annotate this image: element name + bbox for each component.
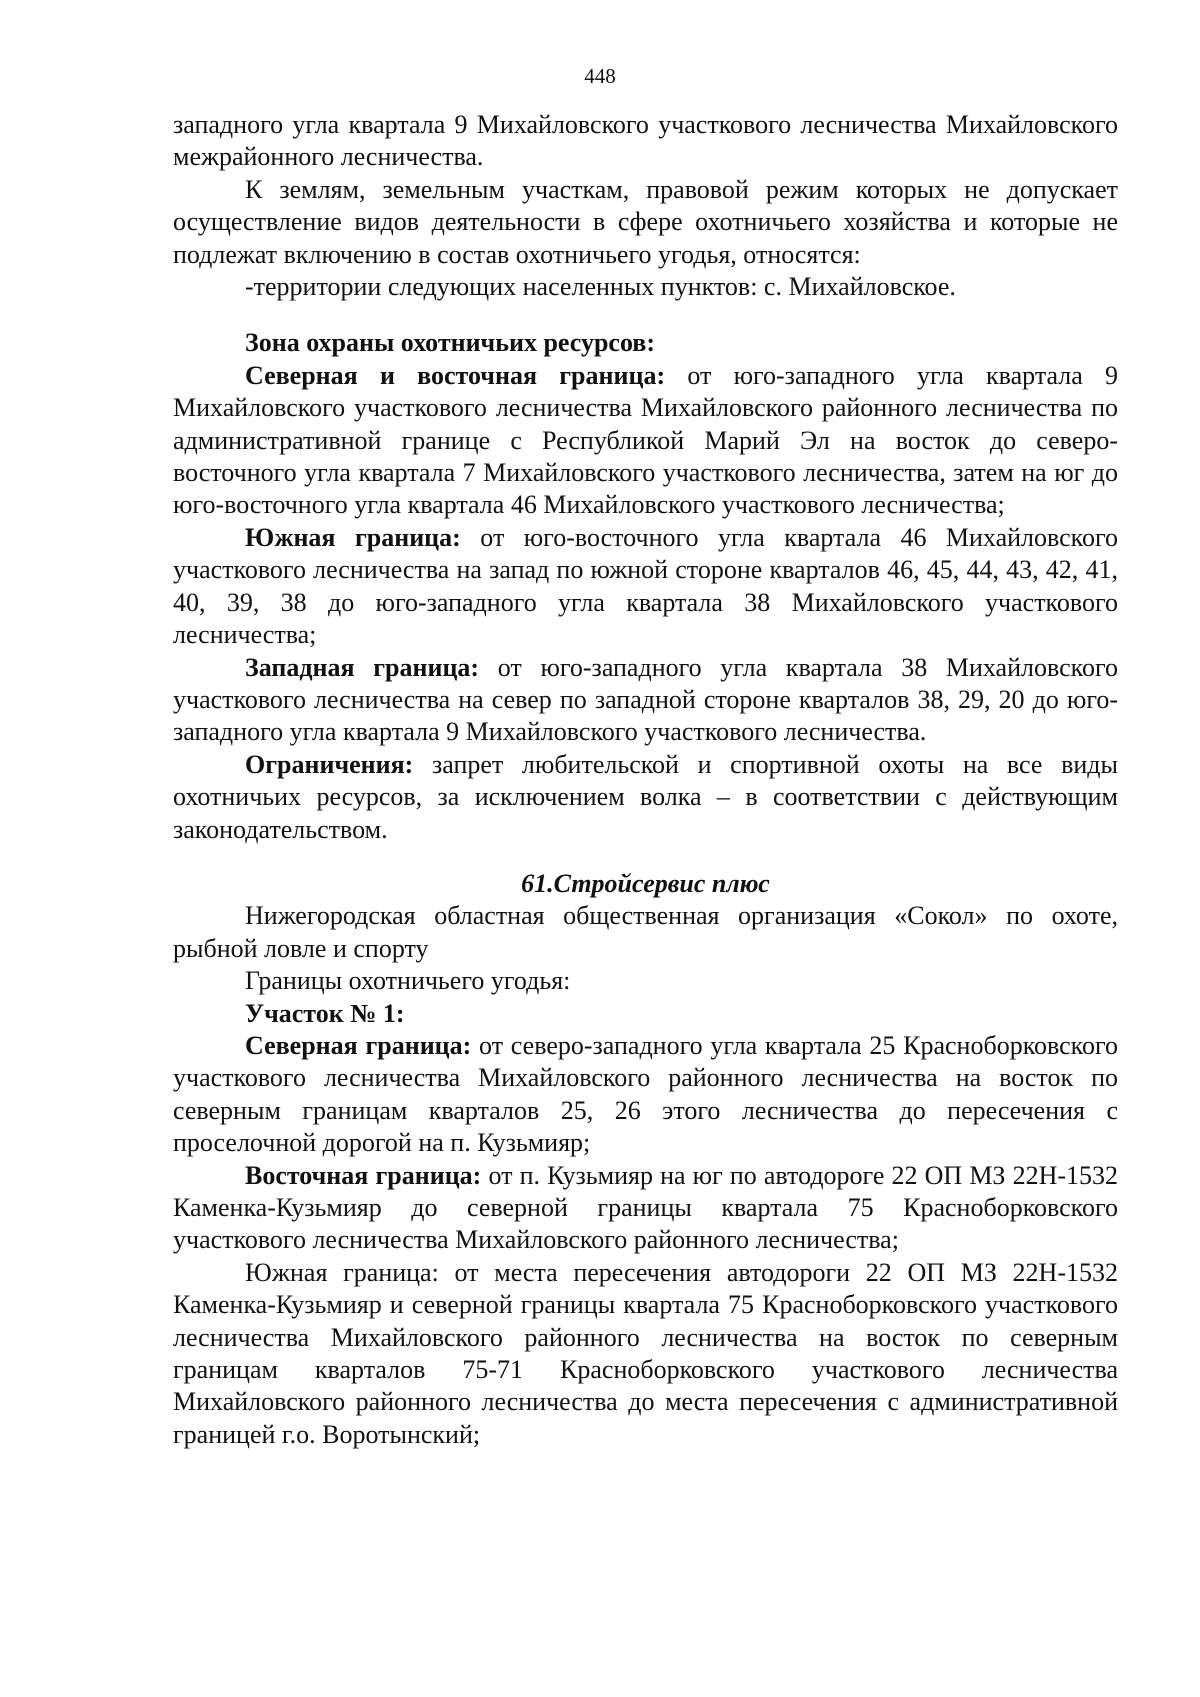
- zone-north-east-label: Северная и восточная граница:: [245, 360, 666, 390]
- section-north-boundary: [173, 1030, 1118, 1160]
- zone-south-label: Южная граница:: [245, 522, 461, 552]
- section-east-boundary: [173, 1160, 1118, 1257]
- paragraph-settlements: -территории следующих населенных пунктов: с. Михайловское.: [245, 272, 956, 302]
- zone-south-boundary: [173, 522, 1118, 652]
- zone-north-east-boundary: [173, 360, 1118, 522]
- section-organization: Нижегородская областная общественная организация «Сокол» по охоте, рыбной ловле и спорту: [173, 901, 1118, 963]
- section-east-text: от п. Кузьмияр на юг по автодороге 22 ОП МЗ 22Н-1532 Каменка-Кузьмияр до северной границы квартала 75 Красноборковского участкового лесничества Михайловского районного лесничества;: [173, 1160, 1119, 1255]
- section-plot-heading-text: Участок № 1:: [245, 998, 405, 1028]
- section-east-label: Восточная граница:: [245, 1160, 482, 1190]
- zone-restrictions-label: Ограничения:: [245, 749, 414, 779]
- document-body: [173, 109, 1118, 1451]
- zone-south-text: от юго-восточного угла квартала 46 Михайловского участкового лесничества на запад по южной стороне кварталов 46, 45, 44, 43, 42, 41, 40, 39, 38 до юго-западного угла квартала 38 Михайловского участкового лесничества;: [173, 522, 1119, 650]
- section-north-text: от северо-западного угла квартала 25 Красноборковского участкового лесничества Михайловского районного лесничества на восток по северным границам кварталов 25, 26 этого лесничества до пересечения с проселочной дорогой на п. Кузьмияр;: [173, 1030, 1118, 1158]
- paragraph-continuation: западного угла квартала 9 Михайловского участкового лесничества Михайловского межрайонного лесничества.: [173, 110, 1118, 172]
- zone-heading-text: Зона охраны охотничьих ресурсов:: [245, 328, 656, 358]
- section-north-label: Северная граница:: [245, 1030, 472, 1060]
- zone-west-label: Западная граница:: [245, 652, 480, 682]
- zone-north-east-text: от юго-западного угла квартала 9 Михайловского участкового лесничества Михайловского районного лесничества по административной границе с Республикой Марий Эл на восток до северо-восточного угла квартала 7 Михайловского участкового лесничества, затем на юг до юго-восточного угла квартала 46 Михайловского участкового лесничества;: [173, 360, 1118, 520]
- zone-heading: [173, 327, 1118, 359]
- paragraph-excluded-lands: К землям, земельным участкам, правовой режим которых не допускает осуществление видов деятельности в сфере охотничьего хозяйства и которые не подлежат включению в состав охотничьего угодья, относятся:: [173, 174, 1118, 269]
- zone-west-boundary: [173, 652, 1118, 749]
- zone-restrictions: [173, 749, 1118, 846]
- zone-restrictions-text: запрет любительской и спортивной охоты на все виды охотничьих ресурсов, за исключением волка – в соответствии с действующим законодательством.: [173, 749, 1118, 844]
- section-south-boundary: Южная граница: от места пересечения автодороги 22 ОП МЗ 22Н-1532 Каменка-Кузьмияр и северной границы квартала 75 Красноборковского участкового лесничества Михайловского районного лесничества на восток по северным границам кварталов 75-71 Красноборковского участкового лесничества Михайловского районного лесничества до места пересечения с административной границей г.о. Воротынский;: [173, 1257, 1118, 1449]
- zone-west-text: от юго-западного угла квартала 38 Михайловского участкового лесничества на север по западной стороне кварталов 38, 29, 20 до юго-западного угла квартала 9 Михайловского участкового лесничества.: [173, 652, 1118, 747]
- section-boundaries-heading: Границы охотничьего угодья:: [245, 966, 571, 996]
- section-plot-heading: [173, 998, 1118, 1030]
- section-title: 61.Стройсервис плюс: [521, 868, 770, 898]
- page-number: 448: [584, 64, 616, 88]
